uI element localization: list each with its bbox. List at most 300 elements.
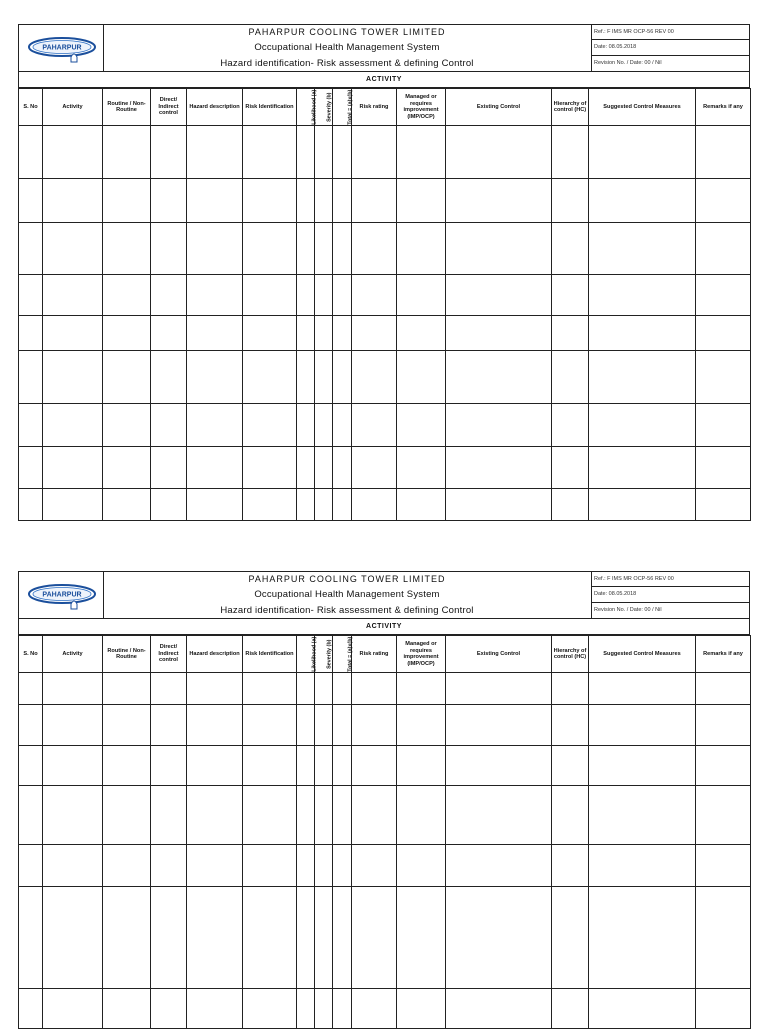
table-cell[interactable] [297, 705, 315, 746]
table-cell[interactable] [352, 179, 397, 223]
table-cell[interactable] [589, 126, 696, 179]
table-cell[interactable] [333, 351, 352, 404]
table-cell[interactable] [589, 887, 696, 989]
table-cell[interactable] [352, 705, 397, 746]
table-cell[interactable] [352, 316, 397, 351]
table-cell[interactable] [333, 989, 352, 1029]
col-activity: Activity [43, 89, 103, 126]
table-cell[interactable] [151, 989, 187, 1029]
table-cell[interactable] [315, 404, 333, 447]
table-cell[interactable] [397, 705, 446, 746]
table-cell[interactable] [187, 786, 243, 845]
table-cell[interactable] [315, 316, 333, 351]
table-cell[interactable] [397, 887, 446, 989]
table-cell[interactable] [243, 845, 297, 887]
table-cell[interactable] [243, 746, 297, 786]
table-cell[interactable] [352, 447, 397, 489]
activity-bar: ACTIVITY [18, 619, 750, 635]
table-cell[interactable] [151, 746, 187, 786]
table-cell[interactable] [446, 316, 552, 351]
table-cell[interactable] [151, 126, 187, 179]
table-row [19, 786, 751, 845]
table-cell[interactable] [397, 179, 446, 223]
table-cell[interactable] [333, 705, 352, 746]
table-cell[interactable] [446, 404, 552, 447]
table-cell[interactable] [589, 489, 696, 521]
table-cell[interactable] [352, 786, 397, 845]
col-managed: Managed or requires improvement (IMP/OCP) [397, 89, 446, 126]
table-cell[interactable] [151, 316, 187, 351]
table-cell[interactable] [589, 673, 696, 705]
table-cell[interactable] [696, 673, 751, 705]
col-severity-label: Severity (b) [326, 639, 333, 669]
table-cell[interactable] [103, 404, 151, 447]
table-cell[interactable] [696, 447, 751, 489]
table-cell[interactable] [43, 223, 103, 275]
table-cell[interactable] [297, 447, 315, 489]
table-cell[interactable] [552, 404, 589, 447]
table-cell[interactable] [397, 126, 446, 179]
col-likelihood [297, 89, 318, 126]
table-cell[interactable] [103, 447, 151, 489]
table-cell[interactable] [333, 275, 352, 316]
table-cell[interactable] [187, 489, 243, 521]
table-row [19, 489, 751, 521]
table-cell[interactable] [589, 746, 696, 786]
table-cell[interactable] [552, 845, 589, 887]
table-cell[interactable] [315, 673, 333, 705]
col-direct: Direct/ Indirect control [151, 89, 187, 126]
table-cell[interactable] [243, 705, 297, 746]
col-total [333, 89, 352, 126]
title-cell [103, 25, 592, 71]
table-cell[interactable] [589, 989, 696, 1029]
table-cell[interactable] [552, 126, 589, 179]
table-cell[interactable] [151, 223, 187, 275]
table-cell[interactable] [103, 489, 151, 521]
table-cell[interactable] [43, 316, 103, 351]
table-cell[interactable] [19, 316, 43, 351]
table-cell[interactable] [297, 126, 315, 179]
table-cell[interactable] [552, 786, 589, 845]
table-cell[interactable] [552, 351, 589, 404]
table-cell[interactable] [103, 316, 151, 351]
table-cell[interactable] [333, 316, 352, 351]
table-cell[interactable] [333, 786, 352, 845]
table-cell[interactable] [315, 351, 333, 404]
table-cell[interactable] [446, 989, 552, 1029]
table-cell[interactable] [589, 705, 696, 746]
table-cell[interactable] [333, 447, 352, 489]
col-hazard: Hazard description [187, 636, 243, 673]
table-row [19, 887, 751, 989]
table-cell[interactable] [43, 447, 103, 489]
table-cell[interactable] [151, 887, 187, 989]
table-cell[interactable] [187, 705, 243, 746]
table-cell[interactable] [43, 673, 103, 705]
col-total-label: Total = (a)x(b) [347, 89, 354, 125]
table-cell[interactable] [297, 887, 315, 989]
table-row [19, 179, 751, 223]
table-cell[interactable] [352, 845, 397, 887]
col-likelihood [297, 636, 318, 673]
table-cell[interactable] [333, 179, 352, 223]
table-cell[interactable] [446, 447, 552, 489]
table-cell[interactable] [352, 351, 397, 404]
table-cell[interactable] [315, 705, 333, 746]
table-cell[interactable] [397, 673, 446, 705]
table-cell[interactable] [243, 989, 297, 1029]
table-cell[interactable] [43, 126, 103, 179]
table-cell[interactable] [297, 746, 315, 786]
table-cell[interactable] [19, 179, 43, 223]
table-cell[interactable] [19, 705, 43, 746]
system-name: Occupational Health Management System [254, 42, 440, 54]
table-cell[interactable] [19, 126, 43, 179]
table-cell[interactable] [187, 179, 243, 223]
table-cell[interactable] [297, 845, 315, 887]
col-risk-id: Risk Identification [243, 89, 297, 126]
table-cell[interactable] [446, 223, 552, 275]
table-cell[interactable] [243, 275, 297, 316]
table-cell[interactable] [315, 275, 333, 316]
table-cell[interactable] [297, 404, 315, 447]
table-cell[interactable] [43, 351, 103, 404]
table-cell[interactable] [446, 845, 552, 887]
table-cell[interactable] [187, 673, 243, 705]
logo-cell [19, 25, 104, 71]
table-cell[interactable] [589, 845, 696, 887]
svg-text:PAHARPUR: PAHARPUR [42, 591, 82, 599]
table-cell[interactable] [446, 489, 552, 521]
table-cell[interactable] [352, 887, 397, 989]
table-cell[interactable] [589, 351, 696, 404]
table-cell[interactable] [696, 705, 751, 746]
form-header [18, 24, 750, 72]
table-cell[interactable] [552, 489, 589, 521]
table-cell[interactable] [243, 489, 297, 521]
table-cell[interactable] [696, 223, 751, 275]
table-cell[interactable] [243, 447, 297, 489]
table-cell[interactable] [103, 351, 151, 404]
table-cell[interactable] [333, 126, 352, 179]
table-cell[interactable] [243, 887, 297, 989]
table-cell[interactable] [397, 746, 446, 786]
table-cell[interactable] [103, 845, 151, 887]
col-suggested: Suggested Control Measures [589, 89, 696, 126]
table-row [19, 845, 751, 887]
table-row [19, 275, 751, 316]
table-cell[interactable] [589, 786, 696, 845]
table-cell[interactable] [315, 989, 333, 1029]
column-header-row [19, 89, 751, 126]
col-activity: Activity [43, 636, 103, 673]
table-cell[interactable] [243, 673, 297, 705]
table-row [19, 447, 751, 489]
table-cell[interactable] [552, 705, 589, 746]
col-remarks: Remarks if any [696, 89, 751, 126]
table-cell[interactable] [315, 179, 333, 223]
col-total [333, 636, 352, 673]
form-header [18, 571, 750, 619]
table-cell[interactable] [589, 179, 696, 223]
table-cell[interactable] [43, 746, 103, 786]
table-cell[interactable] [446, 786, 552, 845]
ref-number: Ref.: F IMS MR OCP-56 REV 00 [592, 25, 749, 40]
col-existing: Existing Control [446, 89, 552, 126]
table-cell[interactable] [333, 404, 352, 447]
table-row [19, 351, 751, 404]
table-cell[interactable] [187, 351, 243, 404]
col-direct: Direct/ Indirect control [151, 636, 187, 673]
table-cell[interactable] [19, 746, 43, 786]
table-cell[interactable] [552, 447, 589, 489]
table-cell[interactable] [187, 404, 243, 447]
col-risk-id: Risk Identification [243, 636, 297, 673]
table-cell[interactable] [315, 746, 333, 786]
svg-text:PAHARPUR: PAHARPUR [42, 44, 82, 52]
table-cell[interactable] [151, 351, 187, 404]
table-cell[interactable] [589, 275, 696, 316]
table-cell[interactable] [696, 845, 751, 887]
table-body [19, 673, 751, 1029]
table-cell[interactable] [19, 989, 43, 1029]
table-cell[interactable] [151, 673, 187, 705]
table-cell[interactable] [19, 447, 43, 489]
table-cell[interactable] [352, 489, 397, 521]
table-cell[interactable] [315, 223, 333, 275]
reference-cell [592, 25, 749, 71]
table-cell[interactable] [103, 223, 151, 275]
table-cell[interactable] [397, 989, 446, 1029]
table-cell[interactable] [297, 673, 315, 705]
table-cell[interactable] [552, 179, 589, 223]
table-cell[interactable] [446, 887, 552, 989]
table-row [19, 989, 751, 1029]
table-cell[interactable] [696, 746, 751, 786]
table-cell[interactable] [397, 489, 446, 521]
table-cell[interactable] [352, 989, 397, 1029]
table-cell[interactable] [397, 845, 446, 887]
table-cell[interactable] [352, 746, 397, 786]
table-cell[interactable] [19, 223, 43, 275]
table-cell[interactable] [397, 351, 446, 404]
table-cell[interactable] [696, 316, 751, 351]
table-cell[interactable] [103, 989, 151, 1029]
table-cell[interactable] [315, 126, 333, 179]
table-cell[interactable] [315, 845, 333, 887]
table-cell[interactable] [103, 275, 151, 316]
table-cell[interactable] [589, 316, 696, 351]
table-cell[interactable] [243, 351, 297, 404]
table-cell[interactable] [151, 179, 187, 223]
col-total-label: Total = (a)x(b) [347, 636, 354, 672]
table-row [19, 404, 751, 447]
table-cell[interactable] [297, 223, 315, 275]
table-cell[interactable] [589, 447, 696, 489]
table-cell[interactable] [333, 673, 352, 705]
table-cell[interactable] [552, 989, 589, 1029]
table-row [19, 705, 751, 746]
table-cell[interactable] [43, 845, 103, 887]
table-cell[interactable] [696, 989, 751, 1029]
title-cell [103, 572, 592, 618]
table-cell[interactable] [315, 447, 333, 489]
table-cell[interactable] [19, 489, 43, 521]
table-cell[interactable] [552, 275, 589, 316]
col-managed: Managed or requires improvement (IMP/OCP) [397, 636, 446, 673]
table-cell[interactable] [352, 275, 397, 316]
col-routine: Routine / Non-Routine [103, 89, 151, 126]
table-cell[interactable] [151, 275, 187, 316]
table-cell[interactable] [19, 351, 43, 404]
table-cell[interactable] [103, 887, 151, 989]
table-cell[interactable] [696, 404, 751, 447]
table-body [19, 126, 751, 521]
table-cell[interactable] [43, 489, 103, 521]
table-cell[interactable] [297, 179, 315, 223]
table-cell[interactable] [352, 404, 397, 447]
table-cell[interactable] [696, 126, 751, 179]
table-cell[interactable] [187, 989, 243, 1029]
table-cell[interactable] [103, 673, 151, 705]
table-cell[interactable] [446, 275, 552, 316]
table-row [19, 746, 751, 786]
table-cell[interactable] [19, 887, 43, 989]
table-cell[interactable] [446, 673, 552, 705]
hazard-table [18, 635, 751, 1029]
table-cell[interactable] [333, 489, 352, 521]
table-cell[interactable] [446, 746, 552, 786]
table-cell[interactable] [696, 275, 751, 316]
table-cell[interactable] [151, 786, 187, 845]
table-cell[interactable] [243, 179, 297, 223]
table-cell[interactable] [243, 126, 297, 179]
table-cell[interactable] [297, 989, 315, 1029]
table-cell[interactable] [315, 786, 333, 845]
table-cell[interactable] [19, 404, 43, 447]
table-cell[interactable] [352, 673, 397, 705]
table-cell[interactable] [151, 845, 187, 887]
company-name: PAHARPUR COOLING TOWER LIMITED [248, 574, 446, 584]
table-cell[interactable] [696, 887, 751, 989]
table-cell[interactable] [151, 489, 187, 521]
table-row [19, 223, 751, 275]
table-cell[interactable] [333, 746, 352, 786]
table-cell[interactable] [696, 489, 751, 521]
table-cell[interactable] [187, 316, 243, 351]
form-date: Date: 08.05.2018 [592, 587, 749, 602]
table-cell[interactable] [103, 179, 151, 223]
table-cell[interactable] [552, 223, 589, 275]
revision-number: Revision No. / Date: 00 / Nil [594, 606, 662, 613]
table-cell[interactable] [187, 447, 243, 489]
table-cell[interactable] [43, 786, 103, 845]
table-cell[interactable] [333, 223, 352, 275]
table-cell[interactable] [19, 673, 43, 705]
table-cell[interactable] [19, 786, 43, 845]
column-header-row [19, 636, 751, 673]
col-risk-rating: Risk rating [352, 89, 397, 126]
table-cell[interactable] [297, 786, 315, 845]
table-cell[interactable] [315, 489, 333, 521]
table-cell[interactable] [696, 179, 751, 223]
table-cell[interactable] [243, 786, 297, 845]
table-cell[interactable] [315, 887, 333, 989]
table-cell[interactable] [19, 275, 43, 316]
table-cell[interactable] [151, 447, 187, 489]
table-cell[interactable] [696, 786, 751, 845]
table-cell[interactable] [446, 126, 552, 179]
table-cell[interactable] [552, 887, 589, 989]
table-cell[interactable] [397, 447, 446, 489]
col-sno: S. No [19, 636, 43, 673]
table-cell[interactable] [552, 316, 589, 351]
table-cell[interactable] [446, 179, 552, 223]
table-cell[interactable] [352, 126, 397, 179]
table-cell[interactable] [243, 316, 297, 351]
table-cell[interactable] [243, 223, 297, 275]
table-row [19, 673, 751, 705]
table-cell[interactable] [552, 746, 589, 786]
table-cell[interactable] [352, 223, 397, 275]
table-cell[interactable] [43, 179, 103, 223]
table-cell[interactable] [243, 404, 297, 447]
table-cell[interactable] [187, 223, 243, 275]
table-cell[interactable] [397, 404, 446, 447]
table-cell[interactable] [187, 887, 243, 989]
table-cell[interactable] [589, 223, 696, 275]
form-sheet-2 [18, 571, 750, 1029]
table-cell[interactable] [151, 404, 187, 447]
table-cell[interactable] [552, 673, 589, 705]
table-cell[interactable] [187, 126, 243, 179]
table-cell[interactable] [43, 705, 103, 746]
table-cell[interactable] [187, 845, 243, 887]
table-cell[interactable] [297, 351, 315, 404]
table-cell[interactable] [297, 275, 315, 316]
table-cell[interactable] [397, 316, 446, 351]
logo-cell [19, 572, 104, 618]
table-cell[interactable] [397, 786, 446, 845]
table-cell[interactable] [187, 275, 243, 316]
table-cell[interactable] [43, 989, 103, 1029]
table-cell[interactable] [43, 887, 103, 989]
table-cell[interactable] [19, 845, 43, 887]
table-cell[interactable] [103, 786, 151, 845]
table-row [19, 316, 751, 351]
table-cell[interactable] [589, 404, 696, 447]
table-cell[interactable] [333, 845, 352, 887]
company-name: PAHARPUR COOLING TOWER LIMITED [248, 27, 446, 37]
table-cell[interactable] [397, 275, 446, 316]
table-cell[interactable] [297, 316, 315, 351]
table-cell[interactable] [187, 746, 243, 786]
table-cell[interactable] [103, 705, 151, 746]
table-cell[interactable] [103, 126, 151, 179]
table-cell[interactable] [103, 746, 151, 786]
table-cell[interactable] [333, 887, 352, 989]
table-cell[interactable] [446, 351, 552, 404]
table-cell[interactable] [446, 705, 552, 746]
table-cell[interactable] [151, 705, 187, 746]
col-likelihood-label: Likelihood (a) [311, 636, 318, 672]
table-cell[interactable] [696, 351, 751, 404]
table-cell[interactable] [297, 489, 315, 521]
table-cell[interactable] [397, 223, 446, 275]
table-cell[interactable] [43, 404, 103, 447]
table-cell[interactable] [43, 275, 103, 316]
